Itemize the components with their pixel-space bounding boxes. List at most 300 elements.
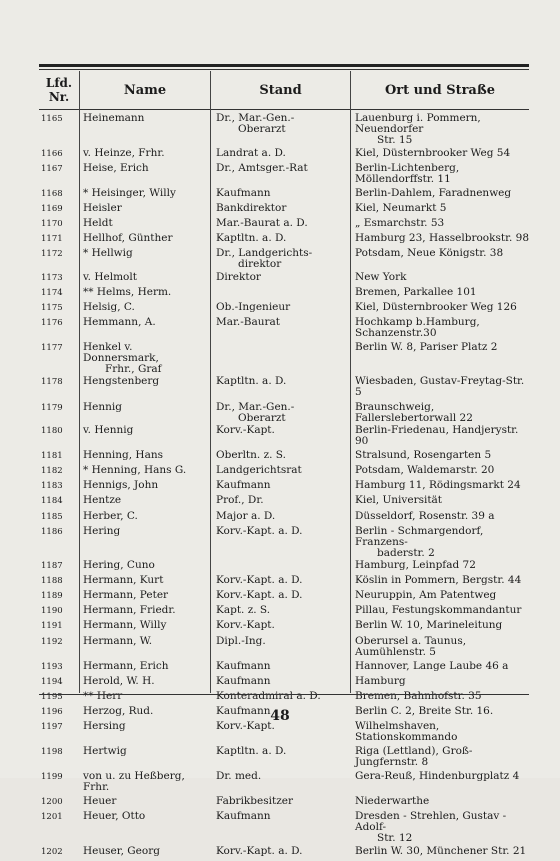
entry-stand-text: Landgerichtsrat xyxy=(216,464,302,477)
entry-address-text: Hamburg xyxy=(355,674,406,687)
table-body xyxy=(39,113,529,861)
entry-name-text: ** Herr xyxy=(83,689,123,702)
header-nr-line2: Nr. xyxy=(48,90,70,104)
entry-address-text: Gera-Reuß, Hindenburgplatz 4 xyxy=(355,770,520,783)
entry-address-text: Köslin in Pommern, Bergstr. 44 xyxy=(355,574,522,587)
entry-address-text: Wilhelmshaven, Stationskommando xyxy=(355,720,458,744)
entry-address xyxy=(350,113,529,146)
entry-address-text: Berlin-Dahlem, Faradnenweg xyxy=(355,186,512,199)
entry-address xyxy=(350,691,529,703)
table-row xyxy=(39,691,529,703)
entry-number-text: 1190 xyxy=(41,606,63,617)
entry-address xyxy=(350,465,529,477)
entry-address xyxy=(350,605,529,617)
entry-stand-text: Korv.-Kapt. a. D. xyxy=(216,574,303,587)
entry-number xyxy=(39,620,79,632)
entry-address-text: Hamburg, Leinpfad 72 xyxy=(355,559,476,572)
entry-name-text: Henning, Hans xyxy=(83,449,163,462)
entry-stand-text: Kaufmann xyxy=(216,659,271,672)
table-header xyxy=(39,71,529,110)
entry-number-text: 1199 xyxy=(41,772,63,783)
entry-stand-continuation: Oberarzt xyxy=(238,123,286,135)
entry-number-text: 1180 xyxy=(41,426,63,437)
entry-name-text: Hengstenberg xyxy=(83,375,160,388)
entry-number xyxy=(39,846,79,858)
entry-address xyxy=(350,402,529,424)
table-row xyxy=(39,796,529,808)
table-row xyxy=(39,272,529,284)
entry-address xyxy=(350,590,529,602)
entry-name xyxy=(79,526,210,559)
entry-address xyxy=(350,480,529,492)
entry-stand xyxy=(210,233,350,245)
entry-name-text: ** Helms, Herm. xyxy=(83,285,172,298)
entry-name-text: Herber, C. xyxy=(83,509,138,522)
entry-number-text: 1185 xyxy=(41,511,63,522)
table-row xyxy=(39,495,529,507)
entry-stand-text: Korv.-Kapt. xyxy=(216,424,275,437)
entry-number xyxy=(39,233,79,245)
entry-address xyxy=(350,771,529,793)
entry-name xyxy=(79,676,210,688)
entry-name xyxy=(79,636,210,658)
entry-stand xyxy=(210,317,350,339)
entry-stand xyxy=(210,796,350,808)
entry-stand xyxy=(210,272,350,284)
entry-address-text: Stralsund, Rosengarten 5 xyxy=(355,449,492,462)
entry-stand xyxy=(210,148,350,160)
entry-number-text: 1194 xyxy=(41,676,63,687)
entry-stand xyxy=(210,425,350,447)
entry-number xyxy=(39,425,79,447)
entry-address-text: Potsdam, Waldemarstr. 20 xyxy=(355,464,495,477)
entry-stand-text: Kaufmann xyxy=(216,674,271,687)
entry-address xyxy=(350,846,529,858)
entry-number xyxy=(39,661,79,673)
entry-stand xyxy=(210,676,350,688)
entry-number xyxy=(39,218,79,230)
entry-stand xyxy=(210,526,350,559)
entry-name-text: * Hellwig xyxy=(83,247,133,260)
page-number: 48 xyxy=(270,708,290,724)
table-row xyxy=(39,811,529,844)
entry-name xyxy=(79,163,210,185)
entry-stand xyxy=(210,203,350,215)
entry-number-text: 1195 xyxy=(41,691,63,702)
entry-name xyxy=(79,342,210,375)
entry-name xyxy=(79,480,210,492)
entry-number-text: 1182 xyxy=(41,466,63,477)
entry-number xyxy=(39,272,79,284)
entry-address xyxy=(350,188,529,200)
entry-stand xyxy=(210,342,350,375)
entry-stand xyxy=(210,575,350,587)
entry-name-text: Heuser, Georg xyxy=(83,844,160,857)
entry-stand-text: Fabrikbesitzer xyxy=(216,795,293,808)
table-row xyxy=(39,287,529,299)
entry-stand-text: Korv.-Kapt. a. D. xyxy=(216,524,303,537)
entry-number-text: 1184 xyxy=(41,496,63,507)
header-stand: Stand xyxy=(210,71,350,109)
entry-stand-text: Kaptltn. a. D. xyxy=(216,745,287,758)
entry-name-text: Heuer, Otto xyxy=(83,810,146,823)
entry-name-text: Hering, Cuno xyxy=(83,559,155,572)
entry-name-text: Herzog, Rud. xyxy=(83,704,154,717)
table-row xyxy=(39,188,529,200)
entry-stand xyxy=(210,402,350,424)
entry-address xyxy=(350,248,529,270)
table-row xyxy=(39,590,529,602)
entry-address-continuation: baderstr. 2 xyxy=(377,546,435,559)
entry-number xyxy=(39,163,79,185)
entry-stand xyxy=(210,302,350,314)
entry-stand-text: Kaptltn. a. D. xyxy=(216,231,287,244)
entry-stand xyxy=(210,113,350,146)
entry-address xyxy=(350,746,529,768)
entry-number-text: 1166 xyxy=(41,148,63,159)
entry-stand-text: Dr., Amtsger.-Rat xyxy=(216,161,308,174)
entry-address xyxy=(350,317,529,339)
entry-address xyxy=(350,163,529,185)
entry-number xyxy=(39,575,79,587)
entry-stand-text: Kaptltn. a. D. xyxy=(216,375,287,388)
entry-number xyxy=(39,402,79,424)
entry-number-text: 1186 xyxy=(41,526,63,537)
entry-stand xyxy=(210,287,350,299)
entry-address-text: Hamburg 11, Rödingsmarkt 24 xyxy=(355,479,521,492)
entry-name-text: Heldt xyxy=(83,216,113,229)
entry-number-text: 1200 xyxy=(41,797,63,808)
entry-address xyxy=(350,425,529,447)
entry-stand-text: Konteradmiral a. D. xyxy=(216,689,321,702)
entry-stand xyxy=(210,590,350,602)
entry-address-text: Lauenburg i. Pommern, Neuendorfer xyxy=(355,112,481,135)
entry-stand-text: Korv.-Kapt. xyxy=(216,720,275,733)
entry-number-text: 1179 xyxy=(41,402,63,413)
entry-name xyxy=(79,113,210,146)
entry-name xyxy=(79,620,210,632)
entry-number-text: 1196 xyxy=(41,706,63,717)
entry-number-text: 1175 xyxy=(41,302,63,313)
entry-stand-text: Korv.-Kapt. a. D. xyxy=(216,589,303,602)
entry-address-text: Kiel, Düsternbrooker Weg 54 xyxy=(355,146,511,159)
entry-name xyxy=(79,771,210,793)
entry-name-text: * Heisinger, Willy xyxy=(83,186,176,199)
entry-name xyxy=(79,495,210,507)
table-row xyxy=(39,575,529,587)
entry-address xyxy=(350,575,529,587)
entry-name-text: * Henning, Hans G. xyxy=(83,464,187,477)
entry-number-text: 1171 xyxy=(41,233,63,244)
table-row xyxy=(39,218,529,230)
entry-name xyxy=(79,590,210,602)
entry-name xyxy=(79,661,210,673)
entry-name-text: Heisler xyxy=(83,201,122,214)
entry-stand xyxy=(210,188,350,200)
entry-number-text: 1165 xyxy=(41,114,63,124)
entry-stand-text: Ob.-Ingenieur xyxy=(216,300,291,313)
entry-name-text: Heuer xyxy=(83,795,117,808)
entry-name xyxy=(79,188,210,200)
entry-stand-text: Direktor xyxy=(216,270,261,283)
entry-address-text: New York xyxy=(355,270,407,283)
entry-number-text: 1197 xyxy=(41,722,63,733)
entry-name xyxy=(79,450,210,462)
entry-address-text: „ Esmarchstr. 53 xyxy=(355,216,445,229)
entry-stand xyxy=(210,746,350,768)
entry-address-text: Oberursel a. Taunus, Aumühlenstr. 5 xyxy=(355,634,467,658)
table-row xyxy=(39,721,529,743)
entry-address xyxy=(350,272,529,284)
entry-address xyxy=(350,636,529,658)
entry-name-text: Hertwig xyxy=(83,745,127,758)
entry-address xyxy=(350,376,529,398)
entry-number xyxy=(39,495,79,507)
entry-number xyxy=(39,465,79,477)
entry-name xyxy=(79,811,210,844)
entry-number-text: 1198 xyxy=(41,747,63,758)
entry-address-continuation: Str. 12 xyxy=(377,832,413,845)
entry-number xyxy=(39,376,79,398)
entry-number xyxy=(39,450,79,462)
entry-address xyxy=(350,560,529,572)
entry-stand-text: Mar.-Baurat xyxy=(216,315,280,328)
entry-number-text: 1168 xyxy=(41,188,63,199)
table-row xyxy=(39,113,529,146)
entry-name xyxy=(79,575,210,587)
entry-address xyxy=(350,302,529,314)
entry-address xyxy=(350,661,529,673)
entry-stand-text: Mar.-Baurat a. D. xyxy=(216,216,308,229)
entry-name-text: Hennig xyxy=(83,400,122,413)
entry-number-text: 1202 xyxy=(41,846,63,857)
entry-name-text: Hellhof, Günther xyxy=(83,231,173,244)
entry-name-text: Hemmann, A. xyxy=(83,315,156,328)
entry-address-continuation: Str. 15 xyxy=(377,134,413,146)
entry-address-text: Berlin W. 10, Marineleitung xyxy=(355,619,503,632)
entry-stand xyxy=(210,846,350,858)
entry-name-text: Henkel v. Donnersmark, xyxy=(83,340,159,364)
table-row xyxy=(39,376,529,398)
table-row xyxy=(39,425,529,447)
entry-address-text: Dresden - Strehlen, Gustav - Adolf- xyxy=(355,810,507,834)
entry-stand xyxy=(210,620,350,632)
entry-number xyxy=(39,480,79,492)
entry-stand xyxy=(210,218,350,230)
table-row xyxy=(39,526,529,559)
entry-stand-text: Dr., Mar.-Gen.- xyxy=(216,400,295,413)
entry-address-text: Bremen, Parkallee 101 xyxy=(355,285,477,298)
table-row xyxy=(39,450,529,462)
entry-stand-text: Dr., Mar.-Gen.- xyxy=(216,112,295,124)
entry-address-text: Berlin W. 8, Pariser Platz 2 xyxy=(355,340,498,353)
entry-stand-continuation: Oberarzt xyxy=(238,411,286,424)
entry-number-text: 1177 xyxy=(41,342,63,353)
entry-stand xyxy=(210,691,350,703)
entry-number-text: 1187 xyxy=(41,561,63,572)
entry-name xyxy=(79,302,210,314)
entry-name-text: Hermann, W. xyxy=(83,634,153,647)
entry-number xyxy=(39,302,79,314)
entry-stand-continuation: direktor xyxy=(238,258,282,271)
entry-stand-text: Oberltn. z. S. xyxy=(216,449,286,462)
entry-address-text: Berlin - Schmargendorf, Franzens- xyxy=(355,524,484,548)
entry-stand xyxy=(210,661,350,673)
entry-address-text: Kiel, Neumarkt 5 xyxy=(355,201,447,214)
entry-name-text: Hermann, Friedr. xyxy=(83,604,176,617)
entry-stand-text: Dr. med. xyxy=(216,770,262,783)
entry-name xyxy=(79,846,210,858)
entry-name-text: Heise, Erich xyxy=(83,161,149,174)
entry-name xyxy=(79,317,210,339)
entry-name xyxy=(79,287,210,299)
entry-address xyxy=(350,676,529,688)
entry-stand xyxy=(210,248,350,270)
entry-number-text: 1189 xyxy=(41,591,63,602)
entry-address-text: Kiel, Düsternbrooker Weg 126 xyxy=(355,300,517,313)
entry-stand xyxy=(210,163,350,185)
entry-name-text: v. Heinze, Frhr. xyxy=(83,146,165,159)
entry-name xyxy=(79,148,210,160)
entry-number-text: 1188 xyxy=(41,576,63,587)
table-row xyxy=(39,302,529,314)
entry-address xyxy=(350,511,529,523)
header-name: Name xyxy=(79,71,210,109)
entry-stand-text: Landrat a. D. xyxy=(216,146,286,159)
entry-number-text: 1192 xyxy=(41,636,63,647)
entry-number xyxy=(39,746,79,768)
entry-address-text: Berlin C. 2, Breite Str. 16. xyxy=(355,704,494,717)
entry-number xyxy=(39,526,79,559)
entry-name xyxy=(79,248,210,270)
entry-name xyxy=(79,746,210,768)
entry-address xyxy=(350,342,529,375)
entry-address xyxy=(350,721,529,743)
entry-stand-text: Major a. D. xyxy=(216,509,276,522)
entry-address xyxy=(350,495,529,507)
entry-address xyxy=(350,203,529,215)
entry-name xyxy=(79,796,210,808)
entry-address-text: Wiesbaden, Gustav-Freytag-Str. 5 xyxy=(355,375,525,399)
entry-name xyxy=(79,511,210,523)
entry-name xyxy=(79,691,210,703)
table-row xyxy=(39,233,529,245)
table-row xyxy=(39,163,529,185)
entry-address xyxy=(350,450,529,462)
table-row xyxy=(39,511,529,523)
entry-address xyxy=(350,233,529,245)
entry-address-text: Neuruppin, Am Patentweg xyxy=(355,589,497,602)
header-nr xyxy=(39,71,79,109)
entry-address xyxy=(350,526,529,559)
entry-name xyxy=(79,233,210,245)
table-row xyxy=(39,771,529,793)
entry-address-text: Kiel, Universität xyxy=(355,494,443,507)
entry-number xyxy=(39,636,79,658)
entry-name-text: Hentze xyxy=(83,494,122,507)
entry-number-text: 1181 xyxy=(41,451,63,462)
bottom-rule xyxy=(39,694,529,695)
entry-number xyxy=(39,113,79,146)
entry-name-text: v. Helmolt xyxy=(83,270,137,283)
entry-stand xyxy=(210,480,350,492)
table-row xyxy=(39,342,529,375)
entry-number-text: 1169 xyxy=(41,203,63,214)
entry-number xyxy=(39,248,79,270)
entry-address-text: Niederwarthe xyxy=(355,795,430,808)
table-row xyxy=(39,846,529,858)
entry-name-text: v. Hennig xyxy=(83,424,134,437)
entry-address xyxy=(350,620,529,632)
table-row xyxy=(39,746,529,768)
entry-stand xyxy=(210,605,350,617)
entry-address xyxy=(350,218,529,230)
entry-name-text: Herold, W. H. xyxy=(83,674,155,687)
table-row xyxy=(39,605,529,617)
entry-name xyxy=(79,465,210,477)
entry-address-text: Düsseldorf, Rosenstr. 39 a xyxy=(355,509,495,522)
entry-stand xyxy=(210,495,350,507)
entry-stand xyxy=(210,511,350,523)
entry-stand xyxy=(210,376,350,398)
entry-address-text: Hamburg 23, Hasselbrookstr. 98 xyxy=(355,231,529,244)
entry-address-text: Berlin-Friedenau, Handjerystr. 90 xyxy=(355,424,519,448)
top-rule xyxy=(39,64,529,67)
entry-number xyxy=(39,691,79,703)
entry-number xyxy=(39,342,79,375)
top-rule-thin xyxy=(39,69,529,70)
table-row xyxy=(39,465,529,477)
entry-stand-text: Prof., Dr. xyxy=(216,494,264,507)
entry-name xyxy=(79,272,210,284)
entry-address xyxy=(350,811,529,844)
table-row xyxy=(39,317,529,339)
entry-address-text: Hannover, Lange Laube 46 a xyxy=(355,659,509,672)
table-row xyxy=(39,661,529,673)
entry-number xyxy=(39,811,79,844)
entry-name xyxy=(79,376,210,398)
entry-name-text: Heinemann xyxy=(83,112,145,124)
entry-stand-text: Bankdirektor xyxy=(216,201,287,214)
entry-number xyxy=(39,287,79,299)
entry-number xyxy=(39,590,79,602)
entry-stand xyxy=(210,450,350,462)
entry-name-text: Hersing xyxy=(83,720,126,733)
table-row xyxy=(39,676,529,688)
entry-name xyxy=(79,425,210,447)
entry-address-text: Pillau, Festungskommandantur xyxy=(355,604,522,617)
entry-name xyxy=(79,218,210,230)
entry-address-text: Potsdam, Neue Königstr. 38 xyxy=(355,247,504,260)
entry-address-text: Hochkamp b.Hamburg, Schanzenstr.30 xyxy=(355,315,480,339)
table-row xyxy=(39,560,529,572)
entry-stand-text: Kapt. z. S. xyxy=(216,604,271,617)
entry-number-text: 1173 xyxy=(41,272,63,283)
entry-stand xyxy=(210,771,350,793)
entry-stand-text: Kaufmann xyxy=(216,704,271,717)
entry-address xyxy=(350,148,529,160)
entry-stand-text: Dr., Landgerichts- xyxy=(216,247,313,260)
entry-name-text: Hermann, Erich xyxy=(83,659,169,672)
entry-number-text: 1172 xyxy=(41,249,63,260)
header-nr-line1: Lfd. xyxy=(45,76,73,90)
entry-stand-text: Korv.-Kapt. a. D. xyxy=(216,844,303,857)
entry-name-text: von u. zu Heßberg, Frhr. xyxy=(83,770,185,794)
entry-name-continuation: Frhr., Graf xyxy=(105,362,162,375)
entry-stand-text: Kaufmann xyxy=(216,186,271,199)
entry-stand xyxy=(210,465,350,477)
entry-name-text: Hermann, Kurt xyxy=(83,574,164,587)
